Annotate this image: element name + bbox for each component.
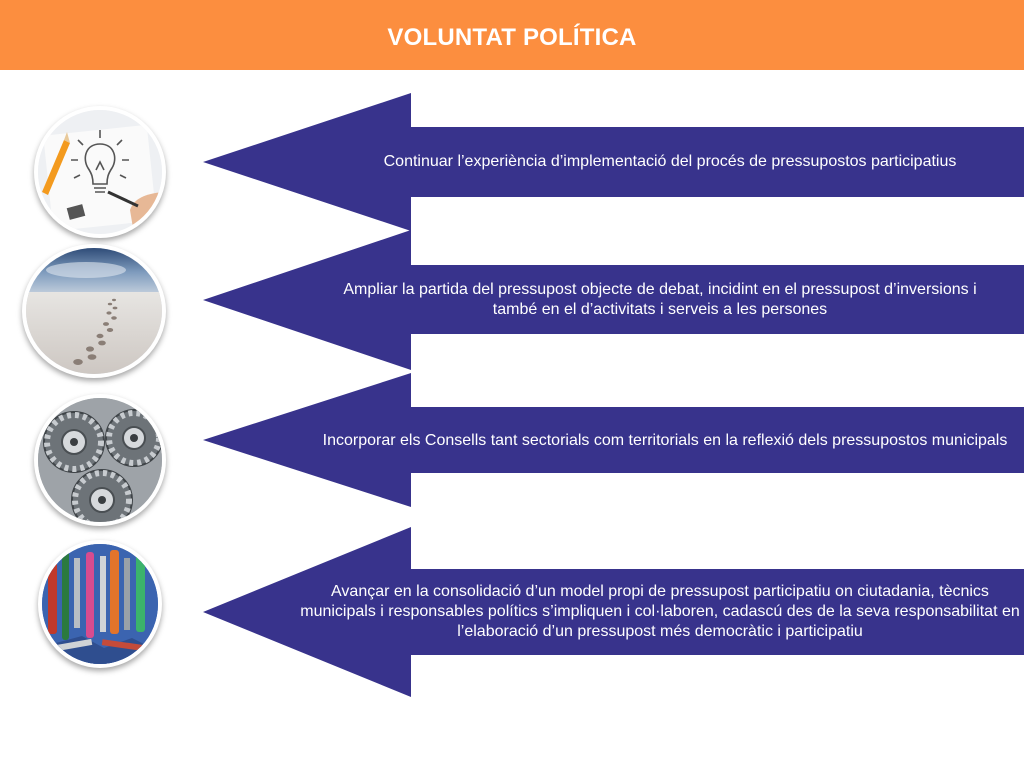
gears-icon <box>34 394 166 526</box>
lightbulb-sketch-icon <box>34 106 166 238</box>
arrow-text-4: Avançar en la consolidació d’un model propi de pressupost participatiu on ciutadania, tècnics municipals i responsables polítics s’impliquen i col·laboren, cadascú des de la seva responsabilitat en l’elaboració d’un pressupost més democràtic i participatiu <box>300 583 1020 640</box>
arrow-text-2: Ampliar la partida del pressupost objecte de debat, incidint en el pressupost d’inversions i també en el d’activitats i serveis a les persones <box>343 281 977 318</box>
footprints-snow-icon <box>22 244 166 378</box>
arrow-text-3: Incorporar els Consells tant sectorials com territorials en la reflexió dels pressupostos municipals <box>322 432 1008 449</box>
tools-icon <box>38 540 162 668</box>
page-title: VOLUNTAT POLÍTICA <box>387 24 637 51</box>
arrow-text-1: Continuar l’experiència d’implementació del procés de pressupostos participatius <box>383 153 957 170</box>
